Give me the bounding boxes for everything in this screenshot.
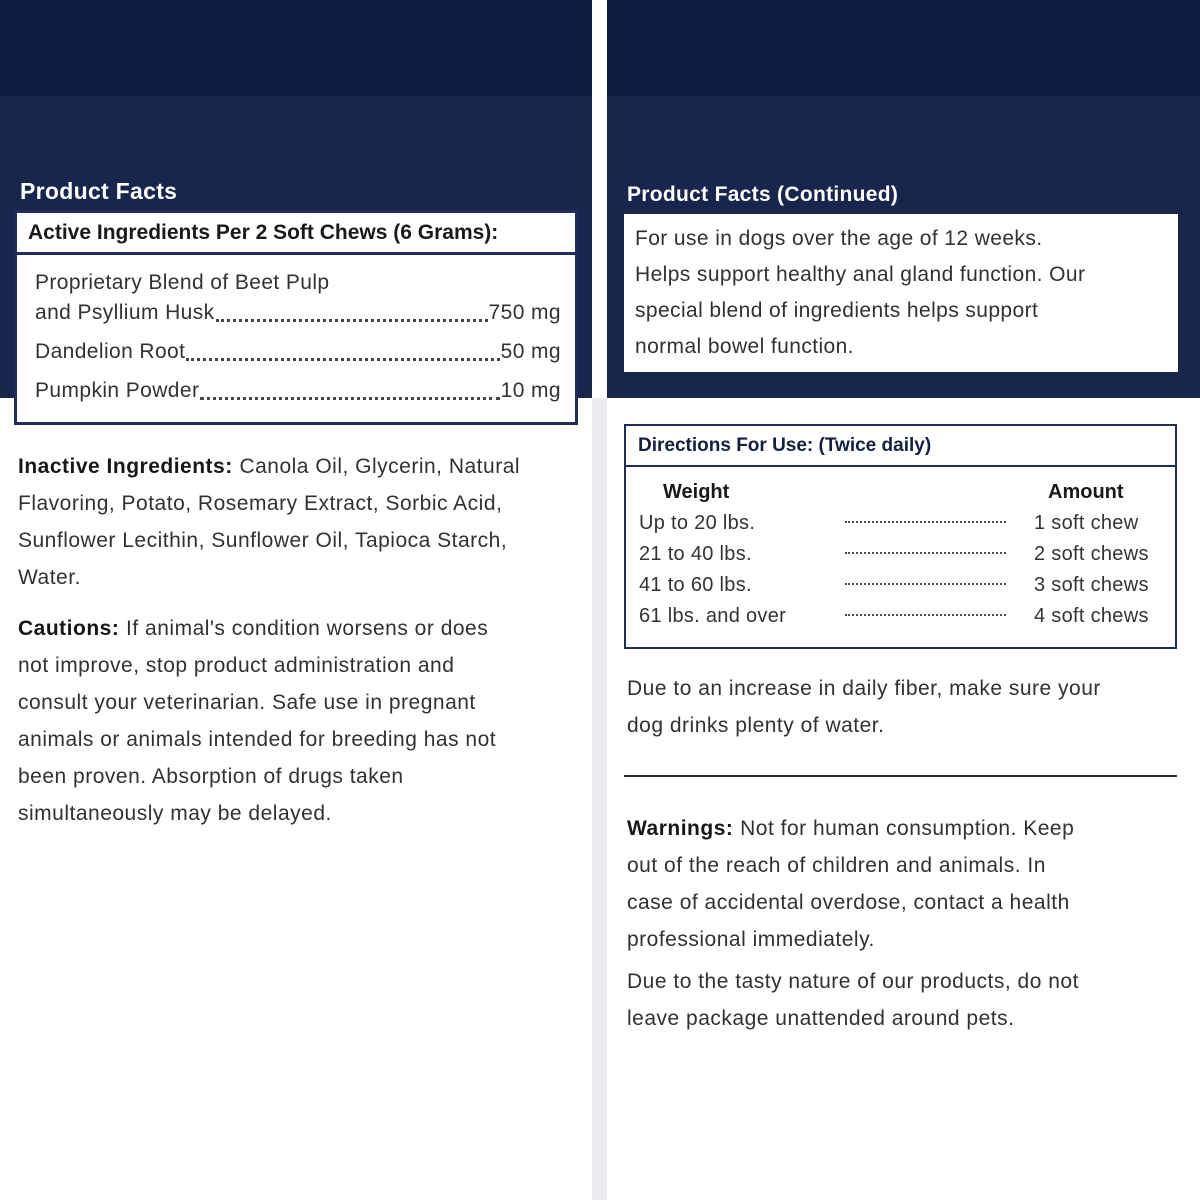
dotted-leader: [845, 614, 1006, 616]
ingredient-row: [35, 376, 561, 406]
cautions-label: Cautions:: [18, 617, 120, 640]
directions-row: [639, 570, 1159, 601]
ingredient-name: Dandelion Root: [35, 340, 186, 363]
directions-header: Directions For Use: (Twice daily): [626, 426, 1175, 467]
horizontal-rule: [624, 775, 1177, 777]
ingredient-name: Pumpkin Powder: [35, 379, 200, 402]
usage-description-box: For use in dogs over the age of 12 weeks. Helps support healthy anal gland function. Our special blend of ingredients helps support normal bowel function.: [624, 214, 1178, 372]
warnings-paragraph: Warnings: Not for human consumption. Keep out of the reach of children and animals. In case of accidental overdose, contact a health professional immediately.: [627, 817, 1075, 951]
dotted-leader: [186, 358, 499, 361]
directions-row: [639, 601, 1159, 632]
panel-divider: [592, 398, 607, 1200]
directions-column-headers: [639, 477, 1159, 508]
weight-value: Up to 20 lbs.: [639, 512, 756, 534]
dotted-leader: [845, 521, 1006, 523]
fiber-note-paragraph: Due to an increase in daily fiber, make sure your dog drinks plenty of water.: [627, 677, 1101, 737]
active-ingredients-header: Active Ingredients Per 2 Soft Chews (6 Grams):: [17, 213, 575, 255]
ingredient-name: and Psyllium Husk: [35, 301, 215, 324]
dotted-leader: [200, 397, 499, 400]
inactive-ingredients-label: Inactive Ingredients:: [18, 455, 233, 478]
ingredient-row: [35, 337, 561, 367]
weight-value: 41 to 60 lbs.: [639, 574, 752, 596]
directions-row: [639, 539, 1159, 570]
ingredient-amount: 10 mg: [500, 379, 561, 402]
tasty-note-paragraph: Due to the tasty nature of our products, do not leave package unattended around pets.: [627, 970, 1079, 1030]
weight-column-header: Weight: [663, 481, 730, 503]
amount-column-header: Amount: [1048, 481, 1124, 503]
cautions-paragraph: Cautions: If animal's condition worsens or does not improve, stop product administration and consult your veterinarian. Safe use in pregnant animals or animals intended for breeding has not been proven. Absorption of drugs taken simultaneously may be delayed.: [18, 617, 497, 825]
dotted-leader: [216, 319, 488, 322]
ingredient-amount: 750 mg: [488, 301, 561, 324]
amount-value: 4 soft chews: [1034, 605, 1149, 627]
amount-value: 2 soft chews: [1034, 543, 1149, 565]
weight-value: 21 to 40 lbs.: [639, 543, 752, 565]
weight-value: 61 lbs. and over: [639, 605, 787, 627]
right-panel-title: Product Facts (Continued): [627, 183, 899, 206]
amount-value: 1 soft chew: [1034, 512, 1139, 534]
ingredient-name-line1: Proprietary Blend of Beet Pulp: [35, 271, 330, 294]
ingredient-row: [35, 268, 561, 328]
dotted-leader: [845, 583, 1006, 585]
left-panel-top-band: [0, 0, 592, 96]
right-panel-top-band: [607, 0, 1200, 96]
left-panel-title: Product Facts: [20, 178, 178, 204]
amount-value: 3 soft chews: [1034, 574, 1149, 596]
directions-for-use-table: [624, 424, 1177, 649]
warnings-label: Warnings:: [627, 817, 734, 840]
active-ingredients-box: [14, 210, 578, 425]
dotted-leader: [845, 552, 1006, 554]
directions-row: [639, 508, 1159, 539]
active-ingredients-list: [17, 255, 575, 422]
inactive-ingredients-paragraph: Inactive Ingredients: Canola Oil, Glycerin, Natural Flavoring, Potato, Rosemary Extract, Sorbic Acid, Sunflower Lecithin, Sunflower Oil, Tapioca Starch, Water.: [18, 455, 521, 589]
ingredient-amount: 50 mg: [500, 340, 561, 363]
ingredient-name-line2: [35, 298, 561, 328]
